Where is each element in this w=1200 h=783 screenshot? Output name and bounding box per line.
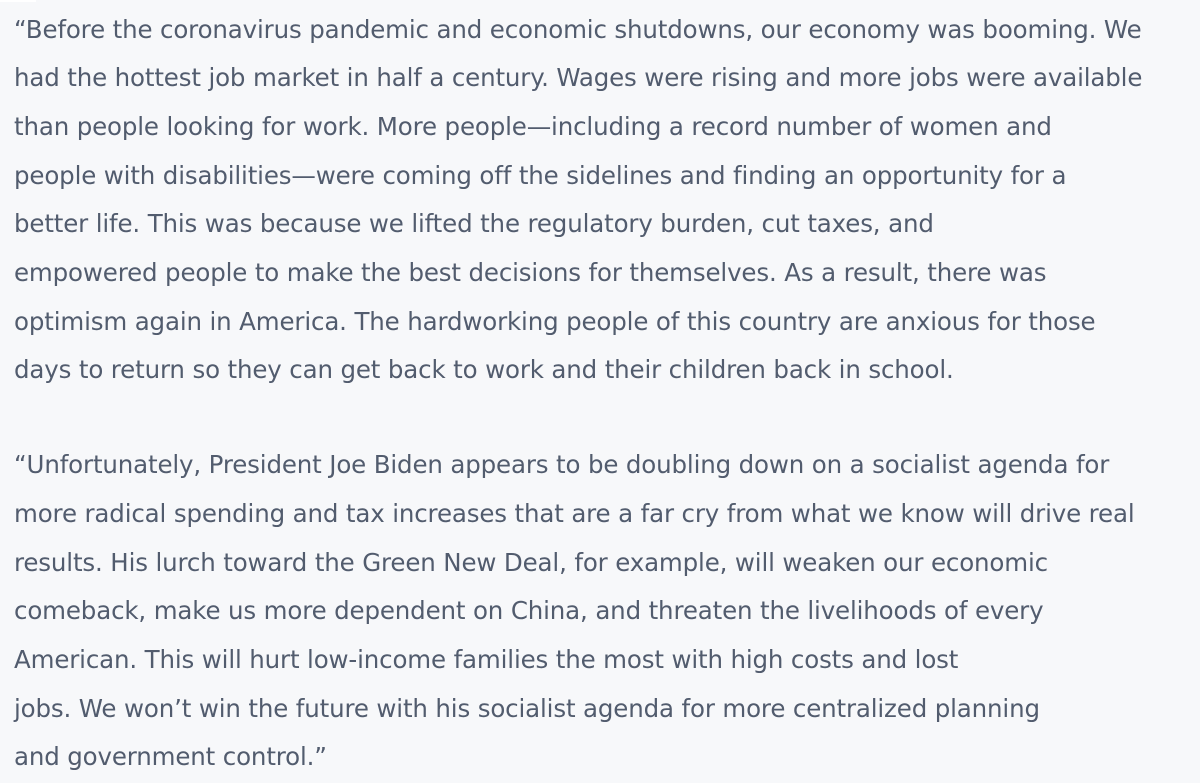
paragraph-1-line-8: days to return so they can get back to work and their children back in school. xyxy=(14,355,954,384)
paragraph-2-line-3: results. His lurch toward the Green New Deal, for example, will weaken our economic xyxy=(14,548,1048,577)
paragraph-1-line-1: “Before the coronavirus pandemic and economic shutdowns, our economy was booming. We xyxy=(14,15,1142,44)
paragraph-2-line-7: and government control.” xyxy=(14,742,327,771)
paragraph-2-line-1: “Unfortunately, President Joe Biden appears to be doubling down on a socialist agenda for xyxy=(14,450,1110,479)
paragraph-1-line-3: than people looking for work. More people—including a record number of women and xyxy=(14,112,1052,141)
paragraph-1-line-6: empowered people to make the best decisions for themselves. As a result, there was xyxy=(14,258,1047,287)
paragraph-1-line-5: better life. This was because we lifted the regulatory burden, cut taxes, and xyxy=(14,209,934,238)
paragraph-1-line-7: optimism again in America. The hardworking people of this country are anxious for those xyxy=(14,307,1096,336)
paragraph-2-line-2: more radical spending and tax increases that are a far cry from what we know will drive real xyxy=(14,499,1135,528)
paragraph-2-line-6: jobs. We won’t win the future with his socialist agenda for more centralized planning xyxy=(14,694,1040,723)
paragraph-2-line-5: American. This will hurt low-income families the most with high costs and lost xyxy=(14,645,959,674)
paragraph-1-line-2: had the hottest job market in half a century. Wages were rising and more jobs were available xyxy=(14,63,1143,92)
paragraph-1-line-4: people with disabilities—were coming off the sidelines and finding an opportunity for a xyxy=(14,161,1067,190)
paragraph-2-line-4: comeback, make us more dependent on China, and threaten the livelihoods of every xyxy=(14,596,1044,625)
top-divider xyxy=(0,0,36,2)
